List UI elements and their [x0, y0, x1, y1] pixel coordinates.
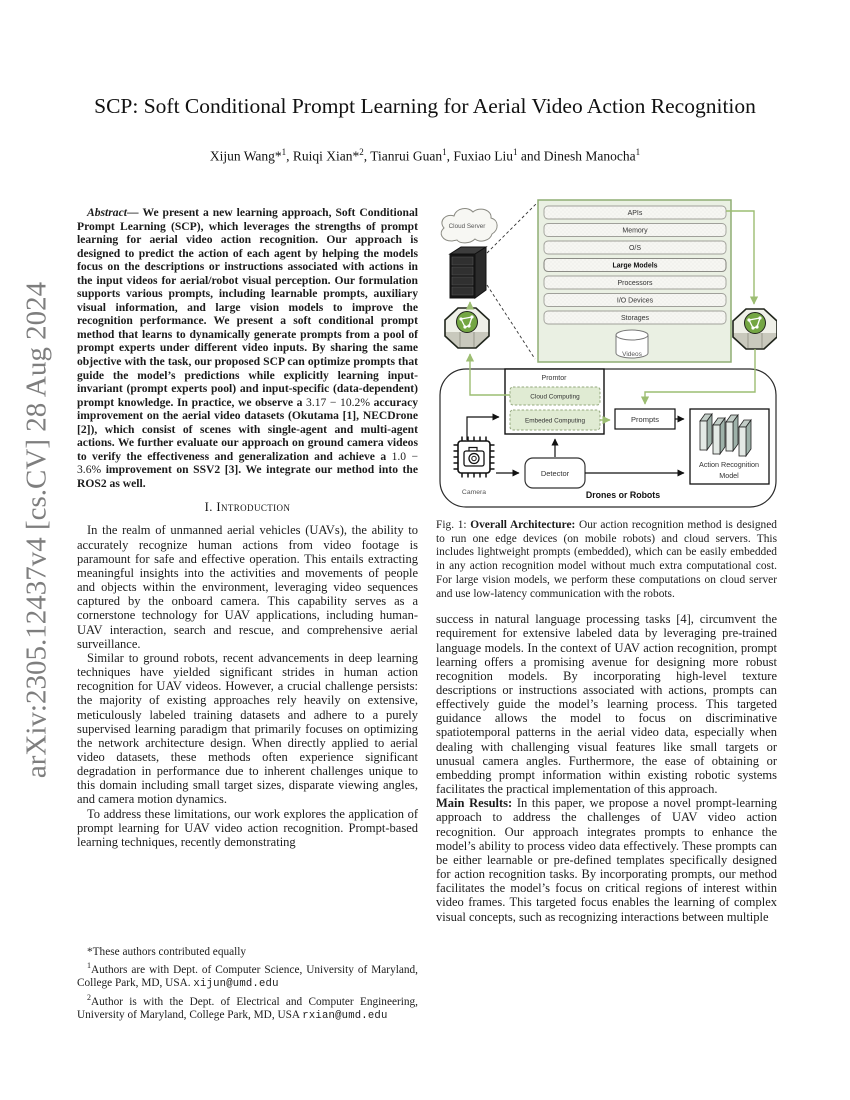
footnote: $^2$Author is with the Dept. of Electrical and Computer Engineering, University of Maryland, College Park, MD, USA rxian@umd.edu — [77, 993, 418, 1023]
stack-item-label: I/O Devices — [616, 297, 654, 305]
server-rack-icon — [450, 247, 486, 298]
cloud-computing-to-ros-link — [470, 354, 510, 395]
camera-label: Camera — [461, 489, 487, 496]
author-affiliation-sup: 1 — [442, 147, 447, 157]
section-heading-introduction: I. Introduction — [204, 500, 291, 515]
footnote: $^1$Authors are with Dept. of Computer Science, University of Maryland, College Park, MD, USA. xijun@umd.edu — [77, 961, 418, 991]
prompts-label: Prompts — [631, 415, 659, 424]
body-paragraph: success in natural language processing tasks [4], circumvent the requirement for extensive labeled data by leveraging pre-trained language models. In the context of UAV action recognition, prompt learning offers a promising avenue for designing more robust recognition models. By incorporating high-level texture descriptions or instructions associated with actions, prompts can effectively guide the model’s learning process. This targeted guidance allows the model to focus on discriminative spatiotemporal patterns in the aerial video data, especially when dealing with challenging visual features like small targets or unusual camera angles. Furthermore, the ease of obtaining or embedding prompt information within existing robotic systems facilitates the practical implementation of this approach. — [436, 612, 777, 797]
zoom-dash-line-bottom — [487, 285, 535, 359]
cloud-computing-label: Cloud Computing — [530, 393, 580, 401]
author-list: Xijun Wang*$^1$, Ruiqi Xian*$^2$, Tianrui Guan$^1$, Fuxiao Liu$^1$ and Dinesh Manocha$^1$ — [209, 147, 641, 164]
right-column-text — [436, 612, 777, 923]
drones-robots-label: Drones or Robots — [585, 490, 661, 500]
right-column — [436, 195, 777, 924]
videos-label: Videos — [622, 351, 642, 358]
ros-node-icon-left — [445, 308, 489, 348]
author-affiliation-sup: 2 — [359, 147, 364, 157]
figure-caption-title: Overall Architecture: — [470, 519, 576, 531]
body-paragraph: Similar to ground robots, recent advancements in deep learning techniques have yielded significant strides in human action recognition for UAV videos. However, a crucial challenge persists: the majority of existing approaches rely heavily on extensive, meticulously labeled training datasets and adhere to a purely supervised learning paradigm that primarily focuses on optimizing the network architecture design. When directly applied to aerial video datasets, these methods often experience significant degradation in performance due to inherent challenges unique to this domain including small target sizes, disparate viewing angles, and camera motion dynamics. — [77, 650, 418, 807]
left-column — [77, 206, 418, 849]
abstract-label: Abstract— — [87, 206, 143, 219]
abstract-segment: We present a new learning approach, Soft Conditional Prompt Learning (SCP), which leverages the strengths of prompt learning for aerial video action recognition. Our approach is designed to predict the action of each agent by helping the models focus on the descriptions or instructions associated with actions in the input videos for aerial/robot visual perception. Our formulation supports various prompts, including learnable prompts, auxiliary visual information, and large vision models to improve the recognition performance. We present a soft conditional prompt method that learns to dynamically generate prompts from a pool of prompt experts under different video inputs. By sharing the same objective with the task, our proposed SCP can optimize prompts that guide the model’s predictions while explicitly learning input-invariant (prompt experts pool) and input-specific (data-dependent) prompt knowledge. In practice, we observe a — [77, 206, 418, 409]
stack-item-label: Memory — [622, 227, 648, 235]
introduction-text — [77, 523, 418, 849]
author-affiliation-sup: 1 — [513, 147, 518, 157]
layers-icon — [700, 414, 712, 450]
footnote: *These authors contributed equally — [87, 946, 247, 958]
detector-label: Detector — [540, 469, 570, 478]
videos-db-icon — [616, 330, 648, 358]
cloud-server-icon — [441, 209, 497, 243]
author-affiliation-sup: 1 — [635, 147, 641, 157]
abstract-segment: improvement on SSV2 [3]. We integrate our method into the ROS2 as well. — [77, 463, 418, 490]
stack-item-label: Storages — [620, 315, 650, 322]
abstract — [77, 206, 418, 490]
camera-chip-icon — [454, 437, 495, 497]
figure-caption — [436, 519, 777, 601]
ros-node-icon-right — [733, 309, 777, 349]
layers-icon — [713, 418, 725, 454]
abstract-segment: accuracy improvement on the aerial video datasets (Okutama [1], NECDrone [2]), which consist of scenes with single-agent and multi-agent actions. We further evaluate our approach on ground camera videos to verify the effectiveness and generalization and achieve a — [77, 395, 419, 463]
email-address: xijun@umd.edu — [193, 978, 279, 991]
stack-item-label: Processors — [617, 280, 653, 287]
figure-caption-text: Our action recognition method is designed to run one edge devices (on mobile robots) and cloud servers. This includes lightweight prompts (embedded), which can be easily embedded in any action recognition model without much extra computational cost. For large vision models, we perform these computations on cloud server and use low-latency communication with the robots. — [436, 519, 777, 600]
body-paragraph: To address these limitations, our work explores the application of prompt learning for UAV video action recognition. Prompt-based learning techniques, recently demonstrating — [77, 806, 418, 849]
stack-item-label: APIs — [627, 210, 643, 217]
stack-item-label: O/S — [628, 245, 642, 252]
abstract-segment: 1.0 − 3.6% — [77, 449, 418, 477]
figure-caption-number: Fig. 1: — [436, 519, 471, 531]
embedded-computing-label: Embeded Computing — [524, 417, 586, 425]
layers-icon — [739, 420, 751, 456]
figure-1-architecture-diagram — [436, 195, 777, 513]
body-paragraph: Main Results: In this paper, we propose a novel prompt-learning approach to address the challenges of UAV video action recognition. Our approach integrates prompts to enhance the model’s ability to process video data effectively. These prompts can be either learnable or pre-defined templates specifically designed for action recognition tasks. By incorporating prompts, our method facilitates the model’s focus on critical regions of interest within video frames. This targeted focus enables the learning of complex visual concepts, such as recognizing interactions between multiple — [436, 796, 777, 924]
stack-item-label-large-models: Large Models — [612, 262, 658, 270]
arxiv-watermark: arXiv:2305.12437v4 [cs.CV] 28 Aug 2024 — [20, 281, 53, 779]
paragraph-lead: Main Results: — [436, 796, 513, 811]
abstract-segment: 3.17 − 10.2% — [306, 395, 370, 409]
footnotes — [77, 946, 418, 1024]
body-paragraph: In the realm of unmanned aerial vehicles (UAVs), the ability to accurately recognize human actions from video footage is paramount for safe and effective operation. This entails extracting meaningful insights into the activities and movements of people and objects within the environment, leveraging video sequences captured by the onboard camera. This capability serves as a cornerstone technology for UAV applications, including human-UAV interaction, search and rescue, and comprehensive aerial surveillance. — [77, 523, 418, 651]
os-stack-panel — [538, 200, 731, 362]
arm-label: Action Recognition — [699, 460, 759, 469]
cloud-server-label: Cloud Server — [448, 223, 486, 230]
arm-label: Model — [719, 471, 739, 480]
camera-to-promtor-arrow — [467, 417, 499, 440]
action-recognition-model-box — [690, 409, 769, 484]
promtor-box — [505, 369, 604, 434]
paper-title: SCP: Soft Conditional Prompt Learning for Aerial Video Action Recognition — [94, 94, 756, 118]
email-address: rxian@umd.edu — [302, 1010, 388, 1023]
layers-icon — [726, 415, 738, 451]
promtor-label: Promtor — [541, 375, 567, 382]
author-affiliation-sup: 1 — [281, 147, 287, 157]
